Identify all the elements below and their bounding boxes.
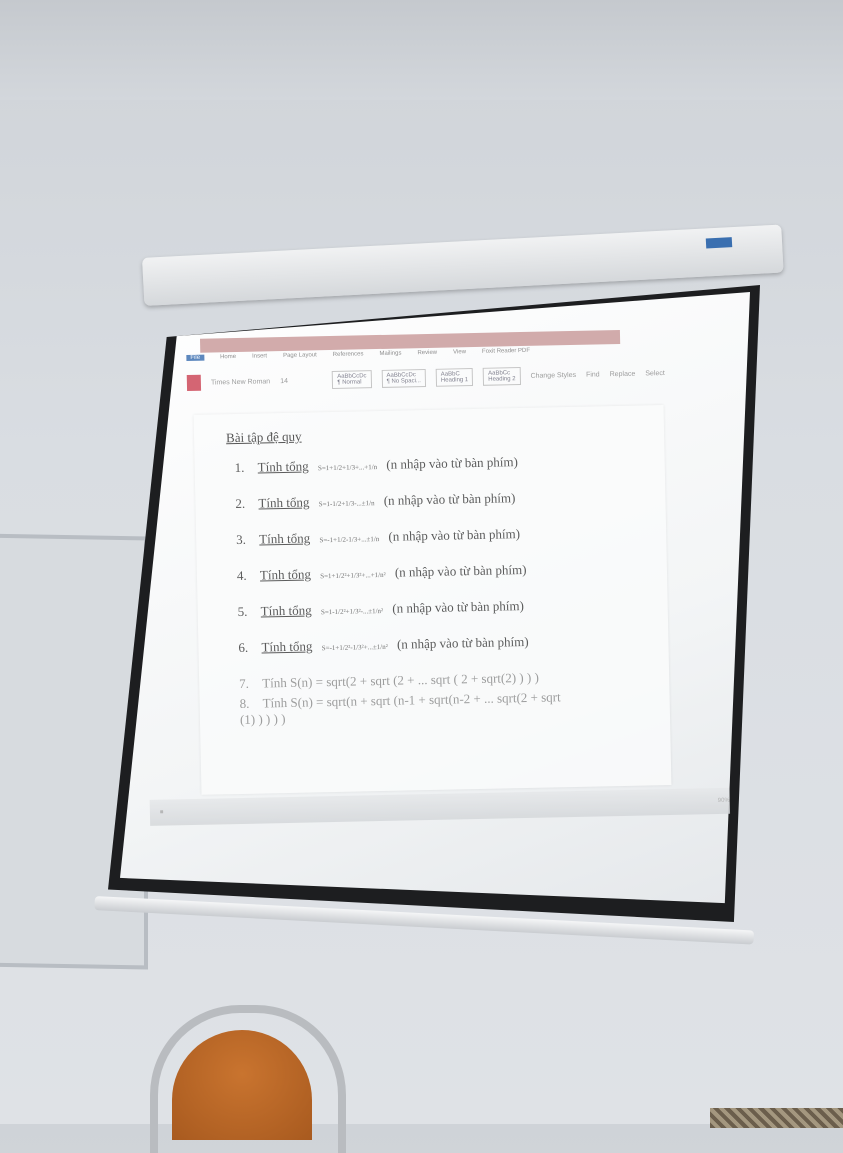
font-size-select[interactable]: 14 (280, 377, 289, 385)
list-item: 7. Tính S(n) = sqrt(2 + sqrt (2 + ... sqrt ( 2 + sqrt(2) ) ) ) (239, 669, 539, 691)
projected-word-window (140, 328, 730, 840)
windows-start-icon[interactable]: ■ (159, 809, 164, 816)
tab-home[interactable]: Home (219, 353, 237, 361)
select-button[interactable]: Select (645, 369, 665, 377)
font-name-select[interactable]: Times New Roman (210, 377, 271, 387)
list-item: 2. Tính tổng S=1-1/2+1/3-...±1/n (n nhập vào từ bàn phím) (235, 490, 516, 512)
tab-mailings[interactable]: Mailings (379, 350, 402, 357)
list-item: 6. Tính tổng S=-1+1/2²-1/3²+...±1/n² (n nhập vào từ bàn phím) (238, 633, 529, 656)
style-heading-2[interactable]: AaBbCc Heading 2 (483, 367, 521, 386)
document-page[interactable] (194, 405, 672, 795)
tab-file[interactable]: File (186, 355, 204, 361)
list-item: 4. Tính tổng S=1+1/2²+1/3²+...+1/n² (n nhập vào từ bàn phím) (236, 561, 527, 584)
list-item: 8. Tính S(n) = sqrt(n + sqrt (n-1 + sqrt(n-2 + ... sqrt(2 + sqrt (1) ) ) ) ) (239, 689, 561, 727)
tab-review[interactable]: Review (417, 349, 438, 357)
zoom-level: 90% (717, 797, 730, 805)
list-item: 3. Tính tổng S=-1+1/2-1/3+...±1/n (n nhập vào từ bàn phím) (236, 526, 521, 548)
list-item: 1. Tính tổng S=1+1/2+1/3+...+1/n (n nhập vào từ bàn phím) (234, 454, 519, 476)
list-item: 5. Tính tổng S=1-1/2²+1/3²-...±1/n² (n nhập vào từ bàn phím) (237, 598, 525, 620)
replace-button[interactable]: Replace (609, 370, 636, 378)
style-heading-1[interactable]: AaBbC Heading 1 (436, 368, 474, 387)
tab-view[interactable]: View (453, 349, 467, 356)
fabric-corner (710, 1108, 843, 1128)
tab-page-layout[interactable]: Page Layout (283, 352, 317, 360)
tab-references[interactable]: References (332, 351, 364, 358)
change-styles-button[interactable]: Change Styles (530, 371, 577, 380)
tab-insert[interactable]: Insert (251, 353, 268, 360)
style-no-spacing[interactable]: AaBbCcDc ¶ No Spaci... (381, 369, 426, 388)
paste-icon[interactable] (187, 375, 201, 391)
tab-foxit[interactable]: Foxit Reader PDF (481, 347, 531, 355)
find-button[interactable]: Find (585, 370, 600, 379)
brand-label (706, 237, 732, 248)
chair-frame (150, 1005, 346, 1153)
style-normal[interactable]: AaBbCcDc ¶ Normal (332, 370, 372, 389)
document-title: Bài tập đệ quy (225, 428, 302, 446)
ceiling (0, 0, 843, 100)
